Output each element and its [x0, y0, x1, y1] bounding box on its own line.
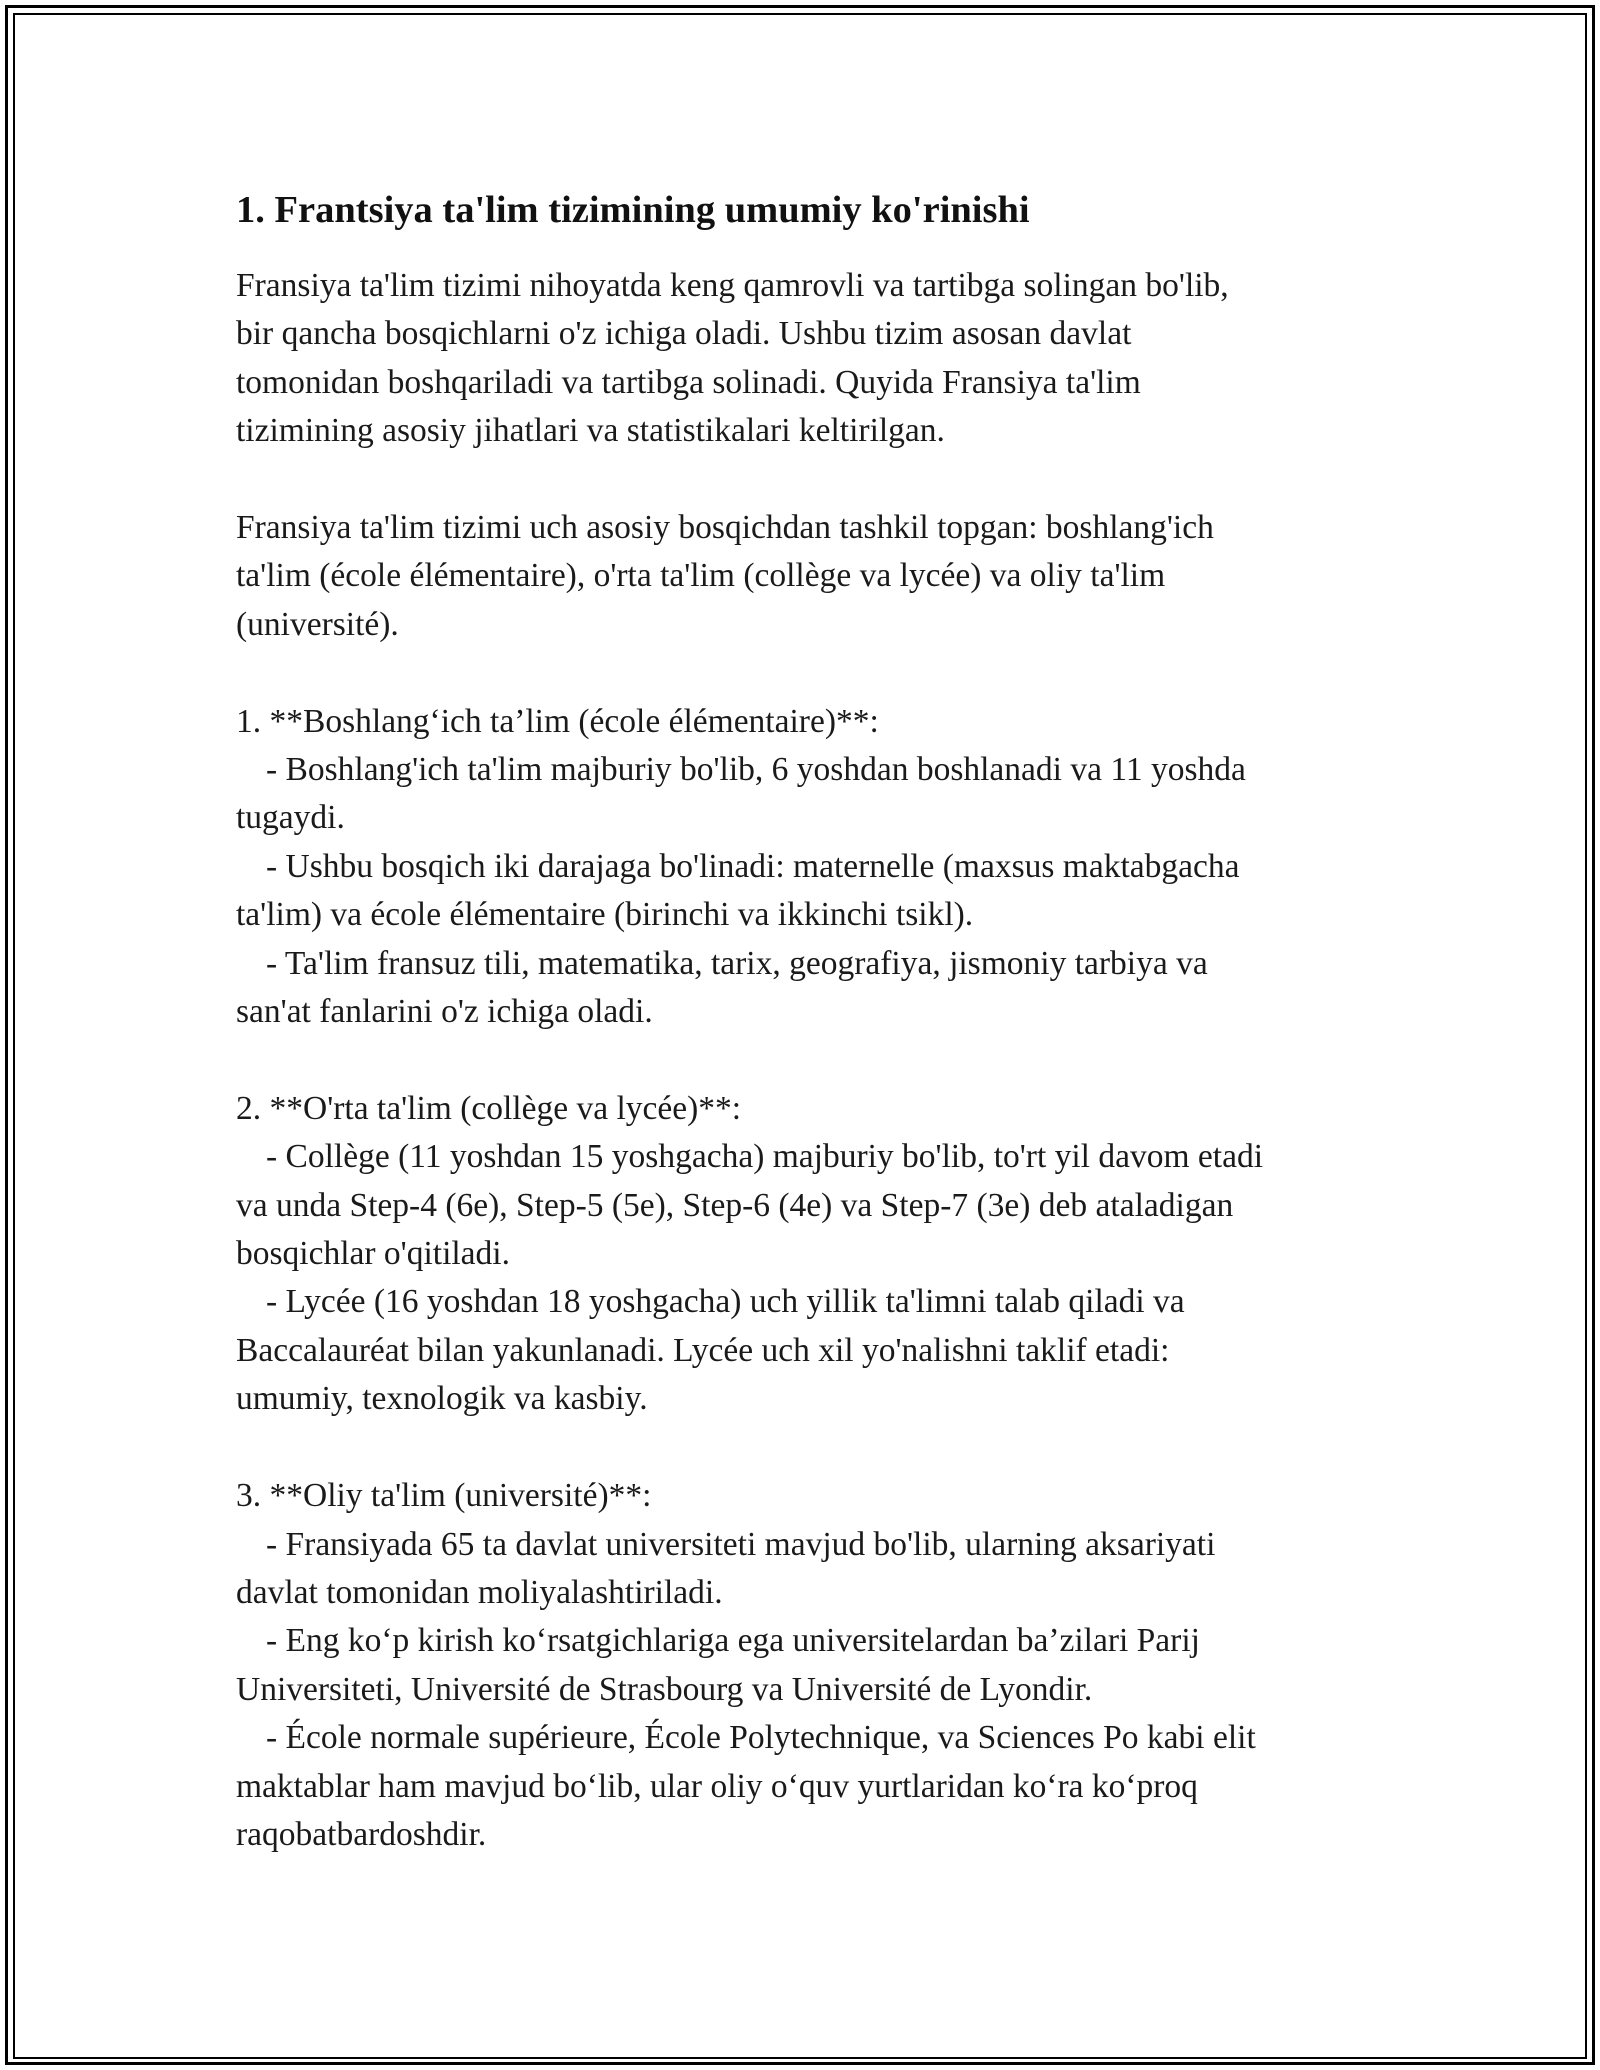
section-primary-education — [236, 698, 1366, 1037]
section-higher-education — [236, 1472, 1366, 1859]
list-item — [236, 1521, 1366, 1618]
section-title: 3. **Oliy ta'lim (université)**: — [236, 1477, 652, 1515]
section-title: 2. **O'rta ta'lim (collège va lycée)**: — [236, 1089, 742, 1127]
paragraph-gap — [236, 649, 1366, 697]
stages-paragraph: Fransiya ta'lim tizimi uch asosiy bosqichdan tashkil topgan: boshlang'ich ta'lim (école élémentaire), o'rta ta'lim (collège va lycée) va oliy ta'lim (université). — [236, 509, 1214, 643]
list-item-text: - Lycée (16 yoshdan 18 yoshgacha) uch yillik ta'limni talab qiladi va Baccalauréat bilan yakunlanadi. Lycée uch xil yo'nalishni taklif etadi: umumiy, texnologik va kasbiy. — [236, 1283, 1185, 1418]
list-item — [236, 940, 1366, 1037]
section-secondary-education — [236, 1085, 1366, 1424]
list-item — [236, 746, 1366, 843]
list-item-text: - École normale supérieure, École Polytechnique, va Sciences Po kabi elit maktablar ham mavjud bo‘lib, ular oliy o‘quv yurtlaridan ko‘ra ko‘proq raqobatbardoshdir. — [236, 1719, 1256, 1853]
list-item — [236, 1278, 1366, 1423]
list-item — [236, 843, 1366, 940]
list-item-text: - Fransiyada 65 ta davlat universiteti mavjud bo'lib, ularning aksariyati davlat tomonidan moliyalashtiriladi. — [236, 1525, 1216, 1611]
list-item-text: - Eng ko‘p kirish ko‘rsatgichlariga ega universitelardan ba’zilari Parij Universiteti, Université de Strasbourg va Université de Lyondir. — [236, 1622, 1200, 1708]
list-item-text: - Collège (11 yoshdan 15 yoshgacha) majburiy bo'lib, to'rt yil davom etadi va unda Step-4 (6e), Step-5 (5e), Step-6 (4e) va Step-7 (3e) deb ataladigan bosqichlar o'qitiladi. — [236, 1138, 1264, 1273]
list-item-text: - Ushbu bosqich iki darajaga bo'linadi: maternelle (maxsus maktabgacha ta'lim) va école élémentaire (birinchi va ikkinchi tsikl). — [236, 847, 1240, 934]
list-item — [236, 1617, 1366, 1714]
list-item — [236, 1133, 1366, 1278]
list-item-text: - Boshlang'ich ta'lim majburiy bo'lib, 6 yoshdan boshlanadi va 11 yoshda tugaydi. — [236, 751, 1246, 837]
paragraph-gap — [236, 1424, 1366, 1472]
section-title: 1. **Boshlang‘ich ta’lim (école élémentaire)**: — [236, 702, 879, 740]
paragraph-gap — [236, 456, 1366, 504]
list-item — [236, 1714, 1366, 1859]
paragraph-gap — [236, 1036, 1366, 1084]
intro-paragraph: Fransiya ta'lim tizimi nihoyatda keng qamrovli va tartibga solingan bo'lib, bir qancha bosqichlarni o'z ichiga oladi. Ushbu tizim asosan davlat tomonidan boshqariladi va tartibga solinadi. Quyida Fransiya ta'lim tizimining asosiy jihatlari va statistikalari keltirilgan. — [236, 267, 1229, 450]
document-body — [236, 186, 1366, 1859]
list-item-text: - Ta'lim fransuz tili, matematika, tarix, geografiya, jismoniy tarbiya va san'at fanlarini o'z ichiga oladi. — [236, 944, 1208, 1031]
page-title: 1. Frantsiya ta'lim tizimining umumiy ko'rinishi — [236, 189, 1030, 231]
